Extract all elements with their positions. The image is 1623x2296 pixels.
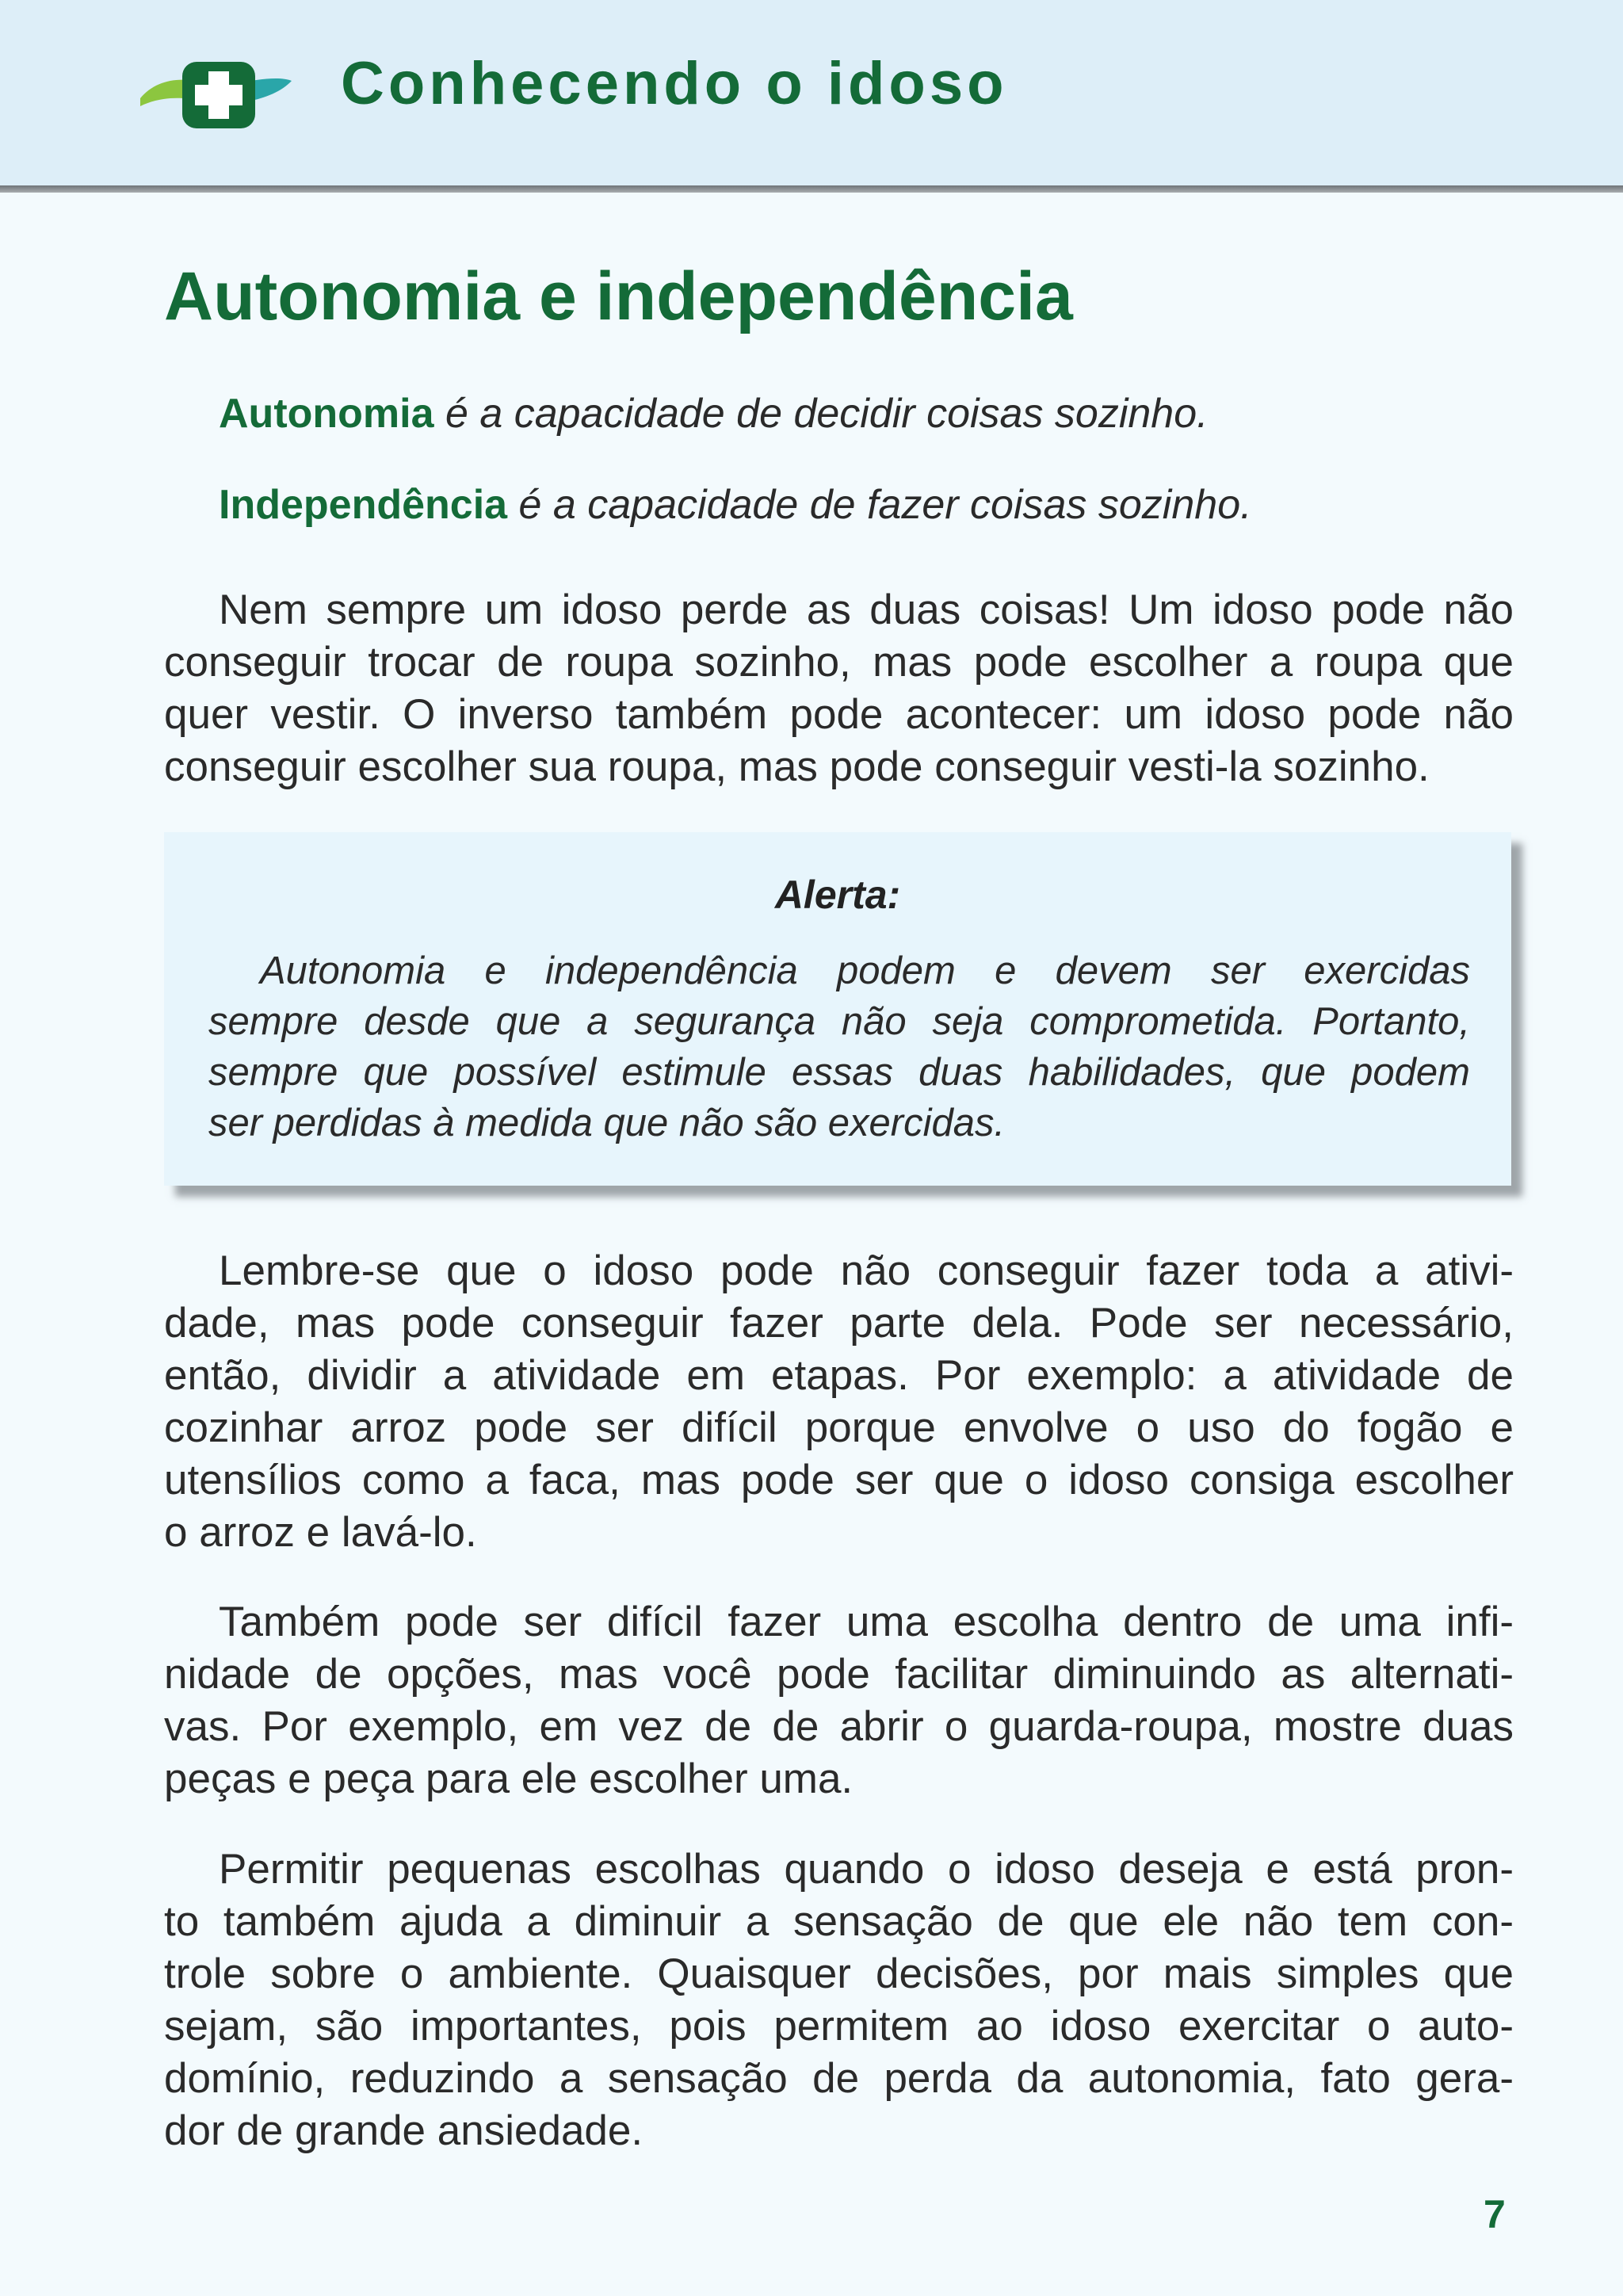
definition-autonomia: [219, 390, 1209, 437]
text-line: o arroz e lavá-lo.: [164, 1509, 477, 1556]
paragraph-1: [164, 584, 1514, 793]
text-line: quer vestir. O inverso também pode acontecer: um idoso pode não: [164, 691, 1514, 738]
header-divider: [0, 185, 1623, 193]
paragraph-2: [164, 1245, 1514, 1559]
text-line: Também pode ser difícil fazer uma escolha dentro de uma infi-: [219, 1599, 1514, 1645]
definition-term: Independência: [219, 482, 508, 528]
text-line: conseguir trocar de roupa sozinho, mas pode escolher a roupa que: [164, 639, 1514, 686]
alert-box: [164, 832, 1511, 1186]
text-line: Autonomia e independência podem e devem ser exercidas: [260, 949, 1470, 992]
header-title: Conhecendo o idoso: [341, 50, 1008, 117]
definition-text: é a capacidade de fazer coisas sozinho.: [507, 482, 1252, 528]
text-line: sempre que possível estimule essas duas habilidades, que podem: [208, 1051, 1470, 1094]
text-line: Lembre-se que o idoso pode não conseguir fazer toda a ativi-: [219, 1247, 1514, 1294]
definition-text: é a capacidade de decidir coisas sozinho.: [433, 391, 1209, 437]
text-line: domínio, reduzindo a sensação de perda da autonomia, fato gera-: [164, 2055, 1514, 2102]
text-line: conseguir escolher sua roupa, mas pode conseguir vesti-la sozinho.: [164, 743, 1430, 790]
green-cross-logo-icon: [139, 52, 293, 135]
text-line: então, dividir a atividade em etapas. Por exemplo: a atividade de: [164, 1352, 1514, 1399]
definition-term: Autonomia: [219, 391, 434, 437]
page-title: Autonomia e independência: [164, 258, 1073, 334]
paragraph-3: [164, 1596, 1514, 1805]
text-line: Nem sempre um idoso perde as duas coisas! Um idoso pode não: [219, 586, 1514, 633]
text-line: nidade de opções, mas você pode facilitar diminuindo as alternati-: [164, 1651, 1514, 1698]
text-line: utensílios como a faca, mas pode ser que o idoso consiga escolher: [164, 1457, 1514, 1503]
alert-title: Alerta:: [774, 873, 901, 917]
paragraph-4: [164, 1843, 1514, 2157]
definition-independencia: [219, 481, 1252, 529]
text-line: peças e peça para ele escolher uma.: [164, 1755, 854, 1802]
text-line: Permitir pequenas escolhas quando o idoso deseja e está pron-: [219, 1846, 1514, 1893]
alert-body: [208, 946, 1470, 1148]
text-line: dor de grande ansiedade.: [164, 2107, 643, 2154]
text-line: dade, mas pode conseguir fazer parte dela. Pode ser necessário,: [164, 1300, 1514, 1347]
text-line: cozinhar arroz pode ser difícil porque envolve o uso do fogão e: [164, 1404, 1514, 1451]
text-line: sejam, são importantes, pois permitem ao idoso exercitar o auto-: [164, 2003, 1514, 2050]
page-header: [0, 0, 1623, 185]
text-line: ser perdidas à medida que não são exercidas.: [208, 1102, 1006, 1144]
text-line: trole sobre o ambiente. Quaisquer decisões, por mais simples que: [164, 1950, 1514, 1997]
text-line: to também ajuda a diminuir a sensação de que ele não tem con-: [164, 1898, 1514, 1945]
text-line: sempre desde que a segurança não seja comprometida. Portanto,: [208, 1000, 1470, 1043]
page-number: 7: [1484, 2192, 1506, 2237]
text-line: vas. Por exemplo, em vez de de abrir o guarda-roupa, mostre duas: [164, 1703, 1514, 1750]
